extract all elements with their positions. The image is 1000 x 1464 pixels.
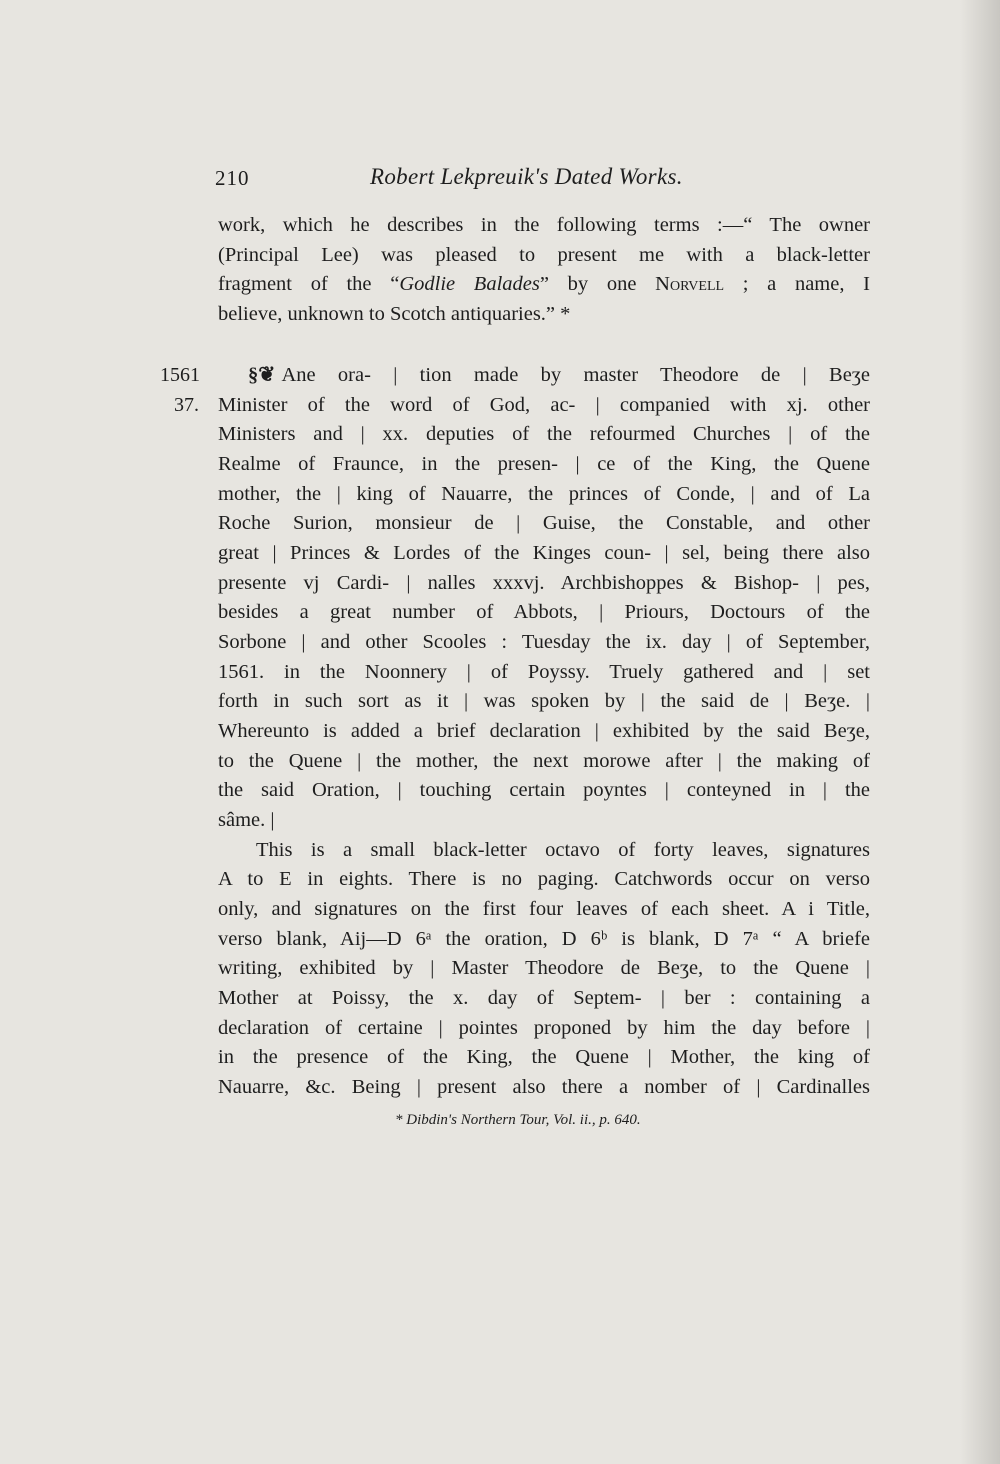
text-line: only, and signatures on the first four leaves of each sheet. A i Title, <box>218 898 870 920</box>
text-line: Mother at Poissy, the x. day of Septem- | ber : containing a <box>218 987 870 1009</box>
text-line: work, which he describes in the following terms :—“ The owner <box>218 214 870 236</box>
text-line: A to E in eights. There is no paging. Catchwords occur on verso <box>218 868 870 890</box>
entry-line: forth in such sort as it | was spoken by | the said de | Beʒe. | <box>218 690 870 712</box>
text-line: (Principal Lee) was pleased to present me with a black-letter <box>218 244 870 266</box>
entry-line: to the Quene | the mother, the next morowe after | the making of <box>218 750 870 772</box>
margin-year: 1561 <box>160 364 200 386</box>
fleuron-icon: §❦ <box>248 364 276 386</box>
work-title: Godlie Balades <box>399 273 540 295</box>
page-number: 210 <box>215 166 250 190</box>
entry-line: 1561. in the Noonnery | of Poyssy. Truely gathered and | set <box>218 661 870 683</box>
entry-line: presente vj Cardi- | nalles xxxvj. Archbishoppes & Bishop- | pes, <box>218 572 870 594</box>
author-name: Norvell <box>655 273 725 295</box>
entry-line: Sorbone | and other Scooles : Tuesday the ix. day | of September, <box>218 631 870 653</box>
text-line: in the presence of the King, the Quene | Mother, the king of <box>218 1046 870 1068</box>
page-edge-shadow <box>960 0 1000 1464</box>
entry-line: great | Princes & Lordes of the Kinges coun- | sel, being there also <box>218 542 870 564</box>
entry-text: Ane ora- | tion made by master Theodore de | Beʒe <box>281 364 870 386</box>
text-line <box>218 271 870 297</box>
entry-line: Ministers and | xx. deputies of the refourmed Churches | of the <box>218 423 870 445</box>
entry-line: Roche Surion, monsieur de | Guise, the Constable, and other <box>218 512 870 534</box>
entry-line: Realme of Fraunce, in the presen- | ce of the King, the Quene <box>218 453 870 475</box>
text-line: verso blank, Aij—D 6ᵃ the oration, D 6ᵇ is blank, D 7ᵃ “ A briefe <box>218 928 870 950</box>
entry-line <box>248 362 870 388</box>
entry-line: besides a great number of Abbots, | Priours, Doctours of the <box>218 601 870 623</box>
text-run: ” by one <box>539 273 656 295</box>
text-line: This is a small black-letter octavo of forty leaves, signatures <box>256 839 870 861</box>
entry-line: sâme. | <box>218 809 275 831</box>
running-title: Robert Lekpreuik's Dated Works. <box>370 164 683 189</box>
text-line: believe, unknown to Scotch antiquaries.” * <box>218 303 571 325</box>
entry-line: mother, the | king of Nauarre, the princes of Conde, | and of La <box>218 483 870 505</box>
text-line: Nauarre, &c. Being | present also there a nomber of | Cardinalles <box>218 1076 870 1098</box>
margin-entry-number: 37. <box>174 394 199 416</box>
entry-line: the said Oration, | touching certain poyntes | conteyned in | the <box>218 779 870 801</box>
text-line: declaration of certaine | pointes proponed by him the day before | <box>218 1017 870 1039</box>
footnote: * Dibdin's Northern Tour, Vol. ii., p. 640. <box>395 1112 641 1128</box>
text-line: writing, exhibited by | Master Theodore de Beʒe, to the Quene | <box>218 957 870 979</box>
text-run: ; a name, I <box>724 273 870 295</box>
entry-line: Whereunto is added a brief declaration | exhibited by the said Beʒe, <box>218 720 870 742</box>
entry-line: Minister of the word of God, ac- | companied with xj. other <box>218 394 870 416</box>
text-run: fragment of the “ <box>218 273 400 295</box>
